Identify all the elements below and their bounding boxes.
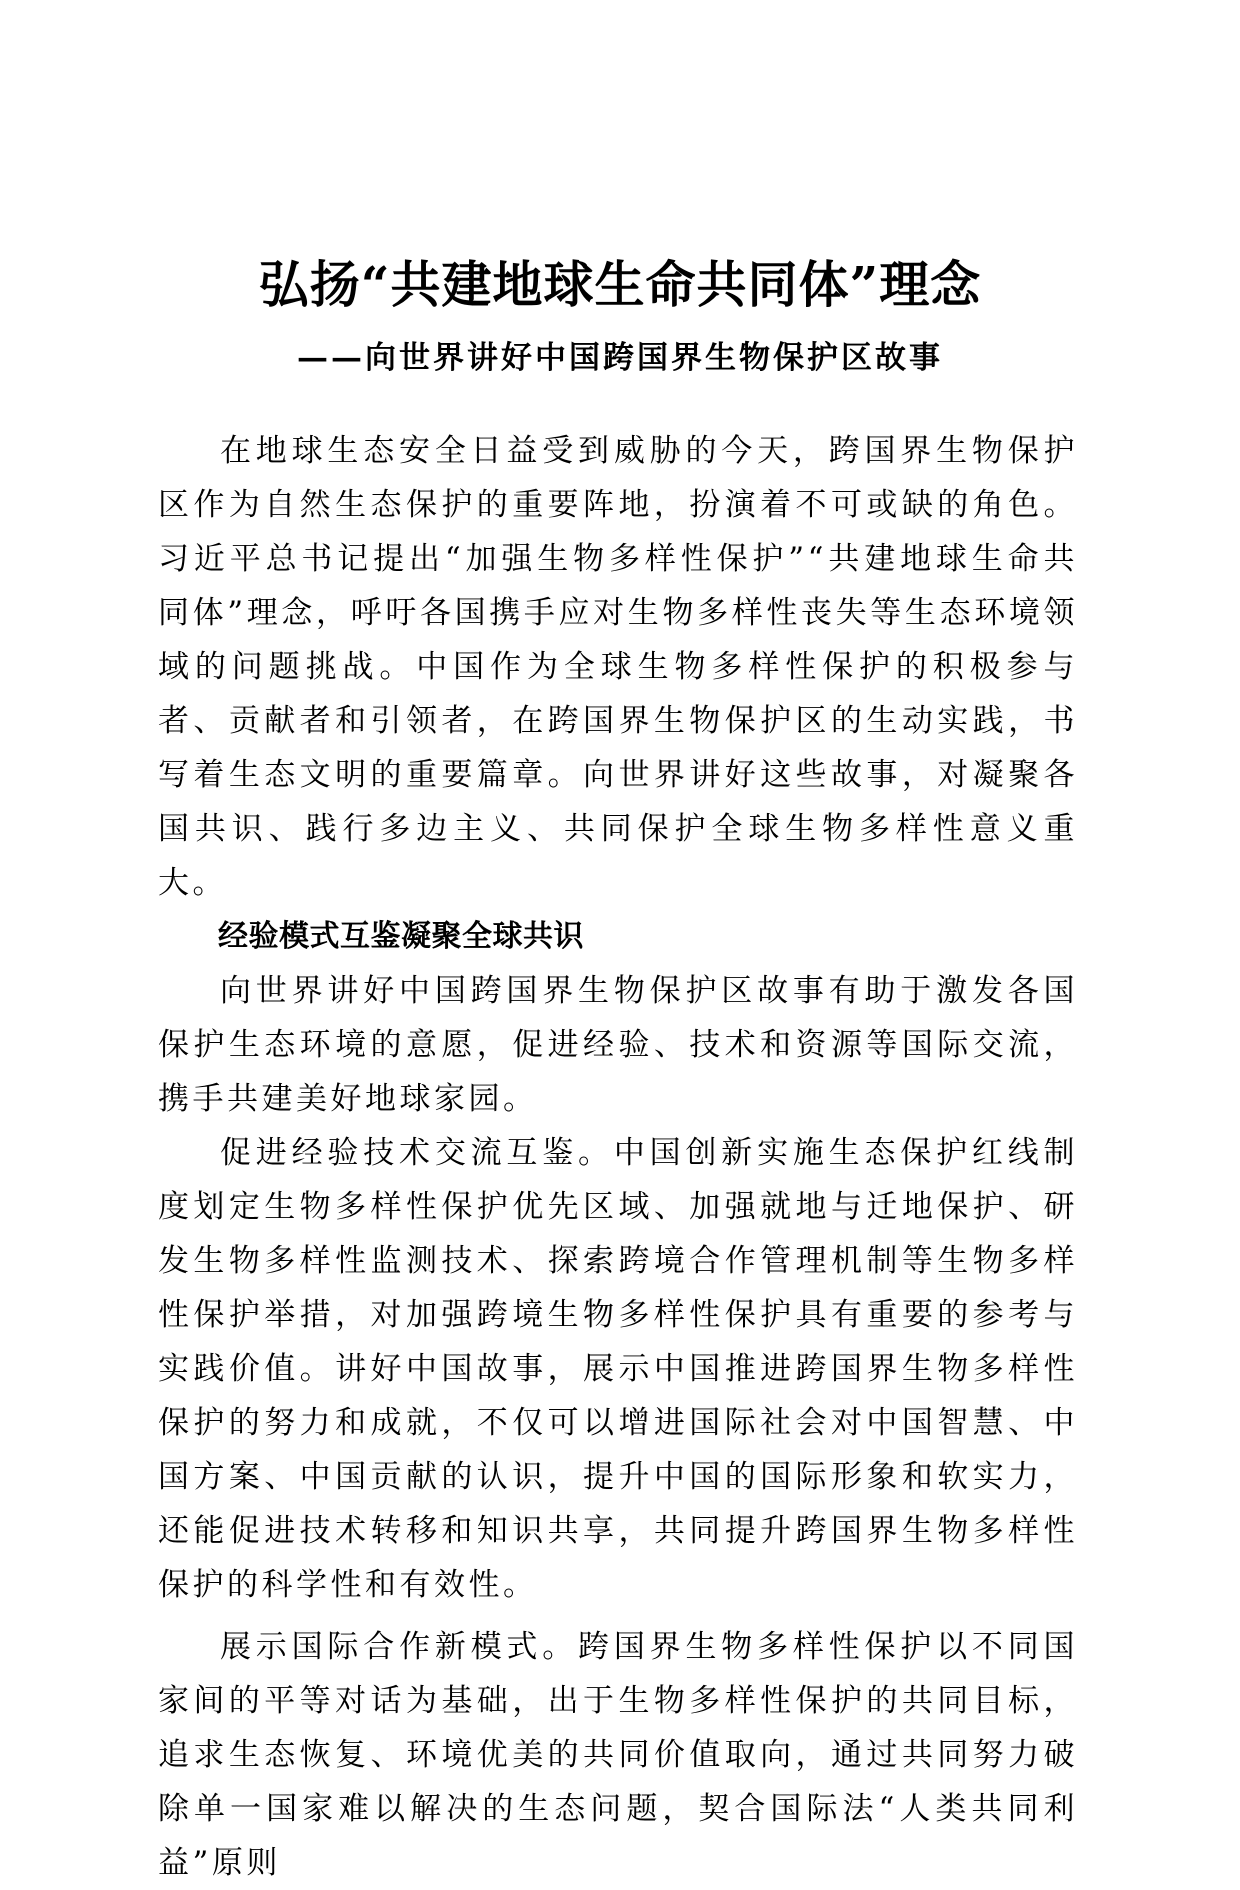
document-body xyxy=(158,424,1078,1890)
document-subtitle: ——向世界讲好中国跨国界生物保护区故事 xyxy=(297,340,943,376)
section-heading: 经验模式互鉴凝聚全球共识 xyxy=(218,919,584,954)
paragraph-intro: 在地球生态安全日益受到威胁的今天，跨国界生物保护区作为自然生态保护的重要阵地，扮演着不可或缺的角色。习近平总书记提出“加强生物多样性保护”“共建地球生命共同体”理念，呼吁各国携手应对生物多样性丧失等生态环境领域的问题挑战。中国作为全球生物多样性保护的积极参与者、贡献者和引领者，在跨国界生物保护区的生动实践，书写着生态文明的重要篇章。向世界讲好这些故事，对凝聚各国共识、践行多边主义、共同保护全球生物多样性意义重大。 xyxy=(158,433,1078,901)
document-title: 弘扬“共建地球生命共同体”理念 xyxy=(258,255,982,314)
paragraph-cooperation-model: 展示国际合作新模式。跨国界生物多样性保护以不同国家间的平等对话为基础，出于生物多样性保护的共同目标，追求生态恢复、环境优美的共同价值取向，通过共同努力破除单一国家难以解决的生态问题，契合国际法“人类共同利益”原则 xyxy=(158,1629,1078,1881)
paragraph-tech-exchange: 促进经验技术交流互鉴。中国创新实施生态保护红线制度划定生物多样性保护优先区域、加强就地与迁地保护、研发生物多样性监测技术、探索跨境合作管理机制等生物多样性保护举措，对加强跨境生物多样性保护具有重要的参考与实践价值。讲好中国故事，展示中国推进跨国界生物多样性保护的努力和成就，不仅可以增进国际社会对中国智慧、中国方案、中国贡献的认识，提升中国的国际形象和软实力，还能促进技术转移和知识共享，共同提升跨国界生物多样性保护的科学性和有效性。 xyxy=(158,1135,1078,1603)
paragraph-section-intro: 向世界讲好中国跨国界生物保护区故事有助于激发各国保护生态环境的意愿，促进经验、技术和资源等国际交流，携手共建美好地球家园。 xyxy=(158,973,1078,1117)
